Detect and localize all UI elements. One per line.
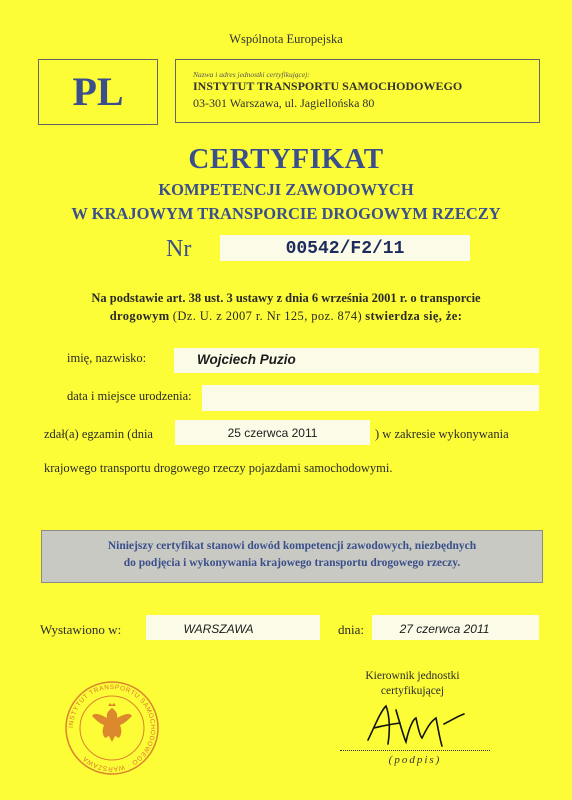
issued-date-label: dnia: bbox=[338, 622, 364, 637]
exam-label-pre: zdał(a) egzamin (dnia bbox=[44, 427, 153, 441]
legal-basis-line1: Na podstawie art. 38 ust. 3 ustawy z dnia 6 września 2001 r. o transporcie bbox=[91, 291, 481, 305]
issuer-address: 03-301 Warszawa, ul. Jagiellońska 80 bbox=[193, 96, 375, 110]
scope-line: krajowego transportu drogowego rzeczy pojazdami samochodowymi. bbox=[44, 461, 393, 475]
number-label: Nr bbox=[166, 236, 192, 262]
certificate-subtitle-2: W KRAJOWYM TRANSPORCIE DROGOWYM RZECZY bbox=[71, 204, 501, 223]
name-value: Wojciech Puzio bbox=[197, 352, 296, 367]
community-header: Wspólnota Europejska bbox=[229, 32, 343, 46]
signature-caption: (podpis) bbox=[388, 754, 442, 766]
certificate-number: 00542/F2/11 bbox=[285, 239, 405, 259]
eagle-emblem-icon bbox=[92, 703, 132, 742]
notice-box bbox=[41, 530, 543, 583]
legal-basis-bold: drogowym bbox=[109, 309, 170, 323]
country-code-box bbox=[38, 59, 158, 125]
exam-label-post: ) w zakresie wykonywania bbox=[375, 427, 509, 441]
issued-place-label: Wystawiono w: bbox=[40, 622, 122, 637]
issuer-name: INSTYTUT TRANSPORTU SAMOCHODOWEGO bbox=[193, 79, 463, 93]
birth-field bbox=[202, 385, 539, 411]
issued-place: WARSZAWA bbox=[183, 622, 254, 636]
signatory-role-1: Kierownik jednostki bbox=[365, 670, 460, 682]
notice-line1: Niniejszy certyfikat stanowi dowód kompetencji zawodowych, niezbędnych bbox=[107, 540, 477, 552]
country-code: PL bbox=[72, 69, 124, 114]
certificate-title: CERTYFIKAT bbox=[188, 143, 384, 175]
issuer-box bbox=[175, 59, 540, 123]
signature-line bbox=[340, 750, 490, 751]
name-label: imię, nazwisko: bbox=[67, 351, 147, 365]
birth-label: data i miejsce urodzenia: bbox=[67, 389, 192, 403]
stamp-text: INSTYTUT TRANSPORTU SAMOCHODOWEGO · WARSZAWA bbox=[67, 683, 157, 773]
notice-line2: do podjęcia i wykonywania krajowego transportu drogowego rzeczy. bbox=[123, 557, 461, 569]
legal-basis-end: stwierdza się, że: bbox=[365, 309, 463, 323]
official-stamp bbox=[62, 678, 162, 778]
exam-date: 25 czerwca 2011 bbox=[227, 426, 318, 440]
signatory-role-2: certyfikującej bbox=[380, 685, 445, 697]
legal-basis-ref: (Dz. U. z 2007 r. Nr 125, poz. 874) bbox=[172, 309, 363, 323]
legal-basis-line2 bbox=[0, 309, 572, 324]
issued-date: 27 czerwca 2011 bbox=[399, 622, 490, 636]
issuer-caption: Nazwa i adres jednostki certyfikującej: bbox=[193, 70, 310, 79]
handwritten-signature bbox=[360, 698, 480, 753]
certificate-subtitle-1: KOMPETENCJI ZAWODOWYCH bbox=[158, 180, 414, 199]
